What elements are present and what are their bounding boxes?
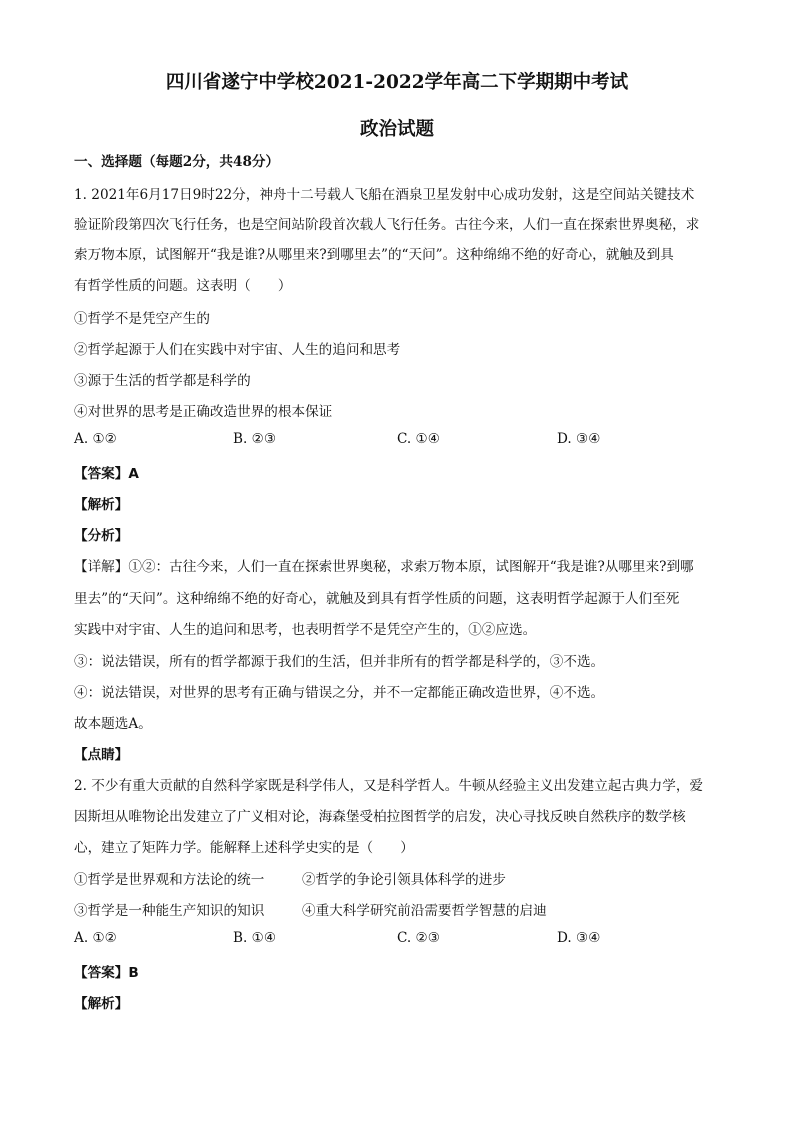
q1-option-c: C. ①④ — [397, 431, 440, 447]
q2-answer: 【答案】B — [74, 965, 139, 981]
document-title: 四川省遂宁中学校2021-2022学年高二下学期期中考试 — [165, 72, 629, 93]
q2-option-b: B. ①④ — [233, 930, 277, 946]
q1-detail-line: ④：说法错误，对世界的思考有正确与错误之分，并不一定都能正确改造世界，④不选。 — [74, 685, 605, 701]
q1-detail-line: 【详解】①②：古往今来，人们一直在探索世界奥秘，求索万物本原，试图解开“我是谁?从哪里来?到哪 — [74, 559, 694, 575]
q1-analysis-tag: 【解析】 — [74, 497, 129, 513]
q2-statement: ②哲学的争论引领具体科学的进步 — [302, 872, 506, 888]
q1-detail-line: 实践中对宇宙、人生的追问和思考，也表明哲学不是凭空产生的，①②应选。 — [74, 622, 537, 638]
q1-fenxi-tag: 【分析】 — [74, 528, 129, 544]
section-heading: 一、选择题（每题2分，共48分） — [74, 154, 280, 170]
q2-statement: ④重大科学研究前沿需要哲学智慧的启迪 — [302, 903, 547, 919]
q1-option-a: A. ①② — [74, 431, 117, 447]
q1-statement: ①哲学不是凭空产生的 — [74, 311, 210, 327]
q1-detail-line: 故本题选A。 — [74, 716, 152, 732]
q2-stem-line: 2. 不少有重大贡献的自然科学家既是科学伟人，又是科学哲人。牛顿从经验主义出发建立起古典力学，爱 — [74, 778, 704, 794]
q2-stem-line: 因斯坦从唯物论出发建立了广义相对论，海森堡受柏拉图哲学的启发，决心寻找反映自然秩序的数学核 — [74, 809, 686, 825]
q2-stem-line: 心，建立了矩阵力学。能解释上述科学史实的是（ ） — [74, 840, 414, 856]
q1-statement: ②哲学起源于人们在实践中对宇宙、人生的追问和思考 — [74, 342, 401, 358]
q1-stem-line: 有哲学性质的问题。这表明（ ） — [74, 278, 292, 294]
q2-option-d: D. ③④ — [557, 930, 601, 946]
q1-comment-tag: 【点睛】 — [74, 747, 129, 763]
q1-stem-line: 1. 2021年6月17日9时22分，神舟十二号载人飞船在酒泉卫星发射中心成功发射，这是空间站关键技术 — [74, 187, 695, 203]
q1-stem-line: 验证阶段第四次飞行任务，也是空间站阶段首次载人飞行任务。古往今来，人们一直在探索世界奥秘，求 — [74, 217, 700, 233]
q1-statement: ④对世界的思考是正确改造世界的根本保证 — [74, 404, 333, 420]
document-subtitle: 政治试题 — [359, 119, 434, 140]
q2-statement: ③哲学是一种能生产知识的知识 — [74, 903, 265, 919]
q1-detail-line: 里去”的“天问”。这种绵绵不绝的好奇心，就触及到具有哲学性质的问题，这表明哲学起源于人们至死 — [74, 591, 680, 607]
q2-option-c: C. ②③ — [397, 930, 440, 946]
q1-answer: 【答案】A — [74, 466, 139, 482]
q2-analysis-tag: 【解析】 — [74, 996, 129, 1012]
q2-option-a: A. ①② — [74, 930, 117, 946]
q2-statement: ①哲学是世界观和方法论的统一 — [74, 872, 265, 888]
q1-detail-line: ③：说法错误，所有的哲学都源于我们的生活，但并非所有的哲学都是科学的，③不选。 — [74, 654, 605, 670]
q1-option-b: B. ②③ — [233, 431, 277, 447]
q1-option-d: D. ③④ — [557, 431, 601, 447]
q1-statement: ③源于生活的哲学都是科学的 — [74, 373, 251, 389]
q1-stem-line: 索万物本原，试图解开“我是谁?从哪里来?到哪里去”的“天问”。这种绵绵不绝的好奇心，就触及到具 — [74, 247, 674, 263]
